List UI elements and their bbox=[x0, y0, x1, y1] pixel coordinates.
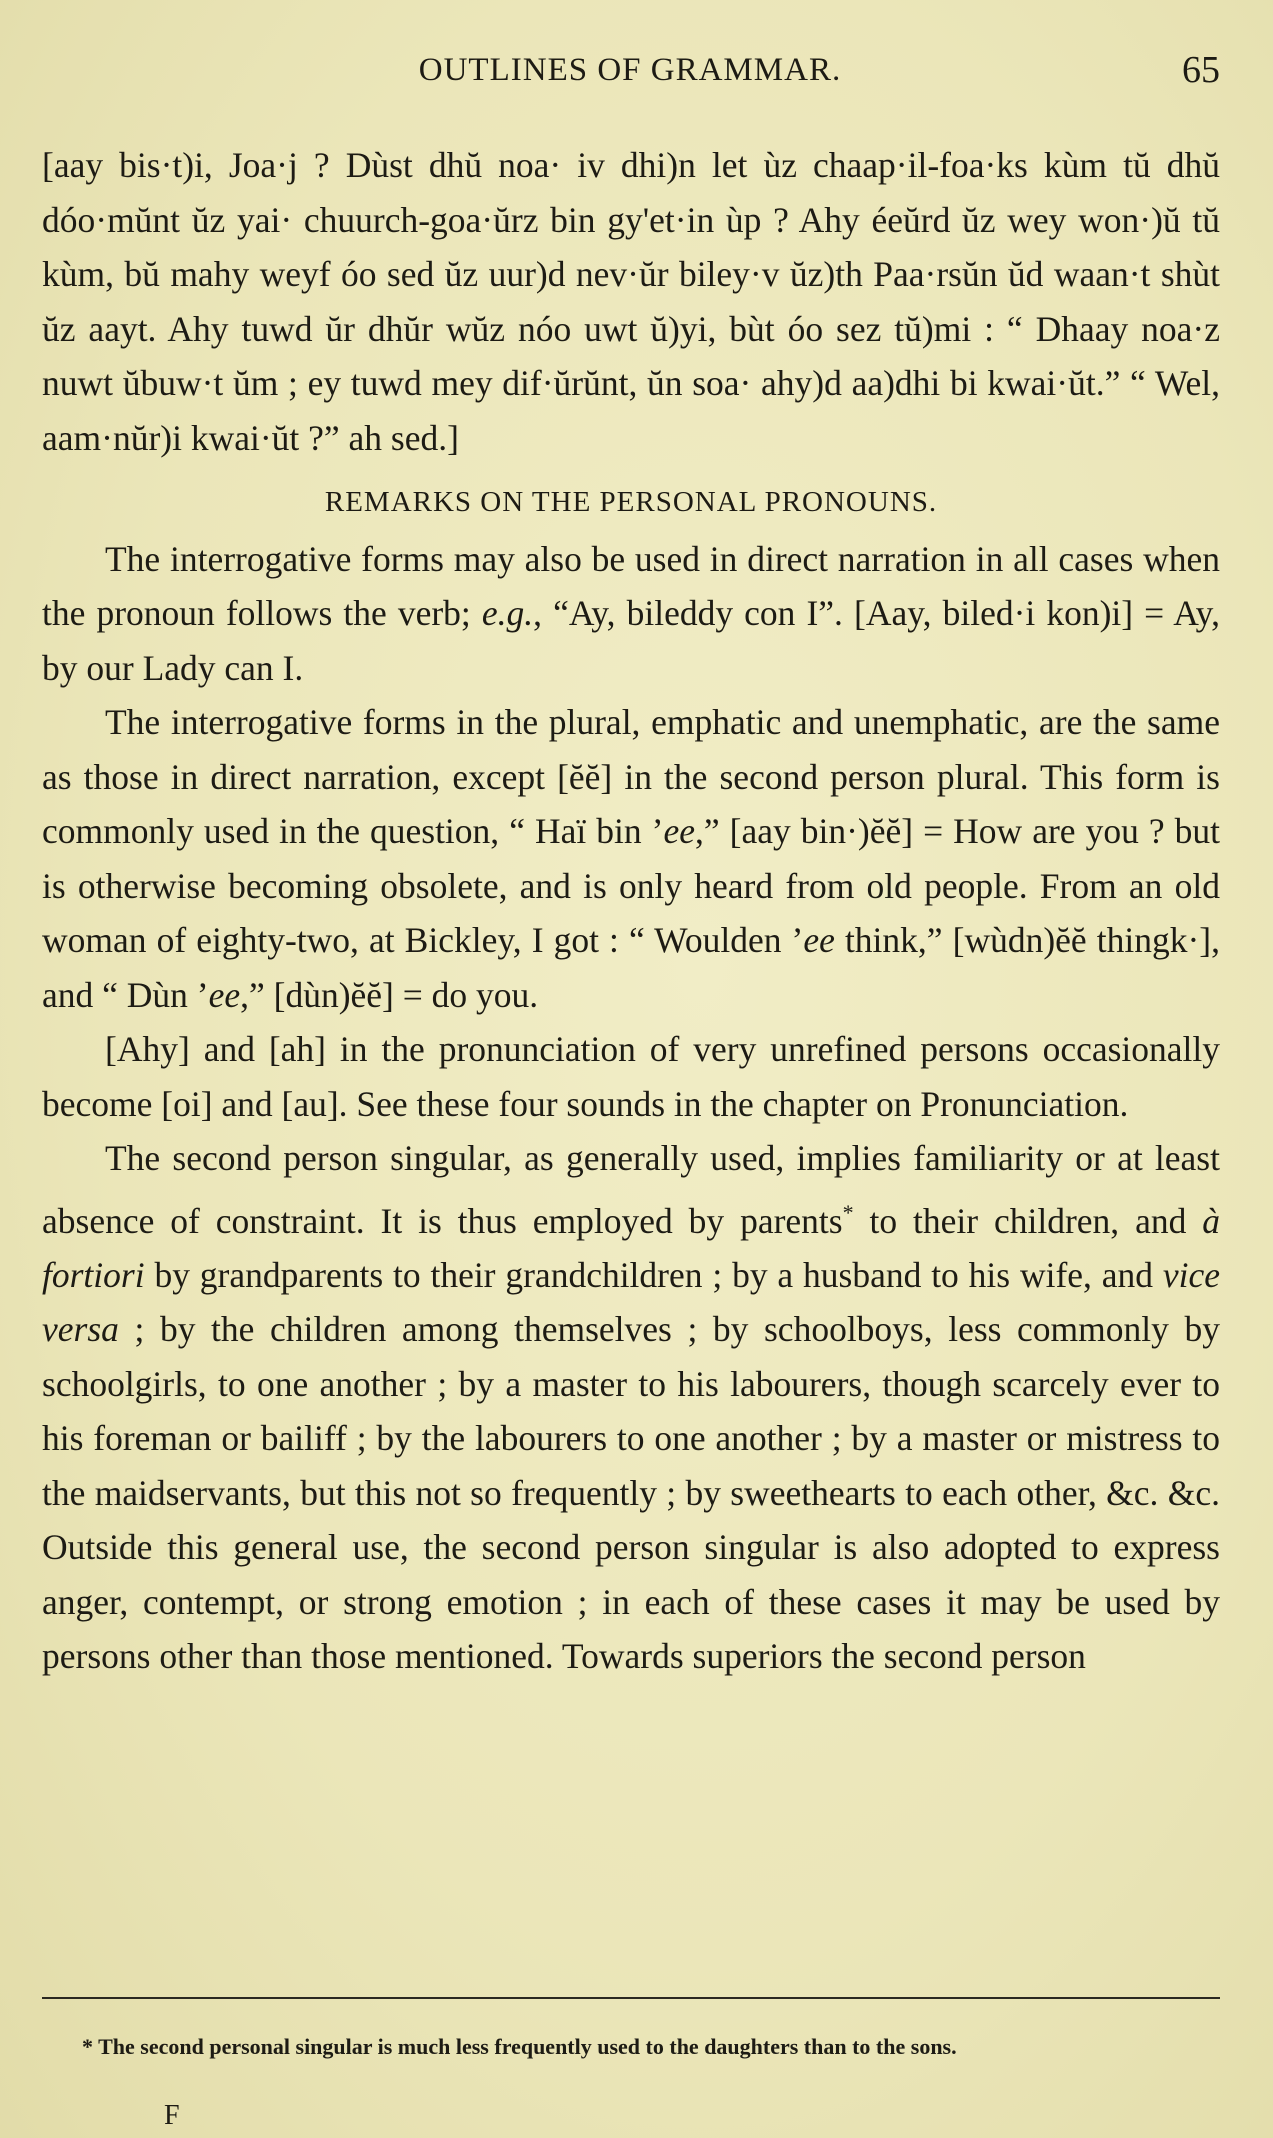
italic-text: à fortiori bbox=[42, 1200, 1220, 1295]
italic-text: ee bbox=[208, 974, 241, 1015]
footnote: * The second personal singular is much less frequently used to the daughters than to the sons. bbox=[82, 2034, 957, 2059]
paragraph-interrogative-forms bbox=[42, 532, 1220, 696]
paragraph-text: The interrogative forms in the plural, emphatic and unemphatic, are the same as those in direct narration, except [ĕĕ] in the second person plural. This form is commonly used in the question, “ Haï bin ’ bbox=[42, 702, 1220, 851]
paragraph-text: The interrogative forms may also be used in direct narration in all cases when the pronoun follows the verb; bbox=[42, 538, 1220, 633]
paragraph-text: by grandparents to their grandchildren ; by a husband to his wife, and bbox=[144, 1254, 1163, 1295]
footnote-marker: * bbox=[842, 1199, 854, 1225]
paragraph-dialect-passage bbox=[42, 138, 1220, 465]
paragraph-text: think,” [wùdn)ĕĕ thingk·], and “ Dùn ’ bbox=[42, 920, 1220, 1015]
section-heading: REMARKS ON THE PERSONAL PRONOUNS. bbox=[324, 486, 938, 518]
paragraph-text: The second person singular, as generally used, implies familiarity or at least absence of constraint. It is thus employed by parents bbox=[42, 1138, 1220, 1241]
italic-text: e.g. bbox=[481, 593, 534, 633]
paragraph-text: , “Ay, bileddy con I”. [Aay, biled·i kon)i] = Ay, by our Lady can I. bbox=[42, 593, 1220, 688]
running-header bbox=[40, 48, 1220, 98]
running-title: OUTLINES OF GRAMMAR. bbox=[418, 52, 842, 88]
page-number: 65 bbox=[1182, 49, 1220, 91]
paragraph-text: ; by the children among themselves ; by schoolboys, less commonly by schoolgirls, to one another ; by a master to his labourers, though scarcely ever to his foreman or bailiff ; by the labourers to one another ; by a master or mistress to the maidservants, but this not so frequently ; by sweethearts to each other, &c. &c. Outside this general use, the second person singular is also adopted to express anger, contempt, or strong emotion ; in each of these cases it may be used by persons other than those mentioned. Towards superiors the second person bbox=[42, 1309, 1220, 1677]
main-text bbox=[42, 138, 1220, 1684]
paragraph-unrefined-pronunciation bbox=[42, 1022, 1220, 1131]
italic-text: vice versa bbox=[42, 1254, 1220, 1350]
signature-mark: F bbox=[164, 2100, 180, 2131]
paragraph-text: ,” [aay bin·)ĕĕ] = How are you ? but is otherwise becoming obsolete, and is only heard from old people. From an old woman of eighty-two, at Bickley, I got : “ Woulden ’ bbox=[42, 811, 1220, 960]
dialect-passage-text: [aay bis·t)i, Joa·j ? Dùst dhŭ noa· iv dhi)n let ùz chaap·il-foa·ks kùm tŭ dhŭ dóo·mŭnt ŭz yai· chuurch-goa·ŭrz bin gy'et·in ùp ? Ahy éeŭrd ŭz wey won·)ŭ tŭ kùm, bŭ mahy weyf óo sed ŭz uur)d nev·ŭr biley·v ŭz)th Paa·rsŭn ŭd waan·t shùt ŭz aayt. Ahy tuwd ŭr dhŭr wŭz nóo uwt ŭ)yi, bùt óo sez tŭ)mi : “ Dhaay noa·z nuwt ŭbuw·t ŭm ; ey tuwd mey dif·ŭrŭnt, ŭn soa· ahy)d aa)dhi bi kwai·ŭt.” “ Wel, aam·nŭr)i kwai·ŭt ?” ah sed.] bbox=[42, 145, 1220, 458]
paragraph-text: [Ahy] and [ah] in the pronunciation of very unrefined persons occasionally become [oi] and [au]. See these four sounds in the chapter on Pronunciation. bbox=[42, 1029, 1220, 1124]
italic-text: ee bbox=[663, 811, 695, 851]
paragraph-text: ,” [dùn)ĕĕ] = do you. bbox=[240, 974, 539, 1015]
paragraph-text: to their children, and bbox=[853, 1200, 1203, 1241]
footnote-divider bbox=[42, 1997, 1220, 1999]
paragraph-second-person-singular bbox=[42, 1131, 1220, 1684]
italic-text: ee bbox=[803, 920, 835, 960]
paragraph-plural-forms bbox=[42, 695, 1220, 1022]
